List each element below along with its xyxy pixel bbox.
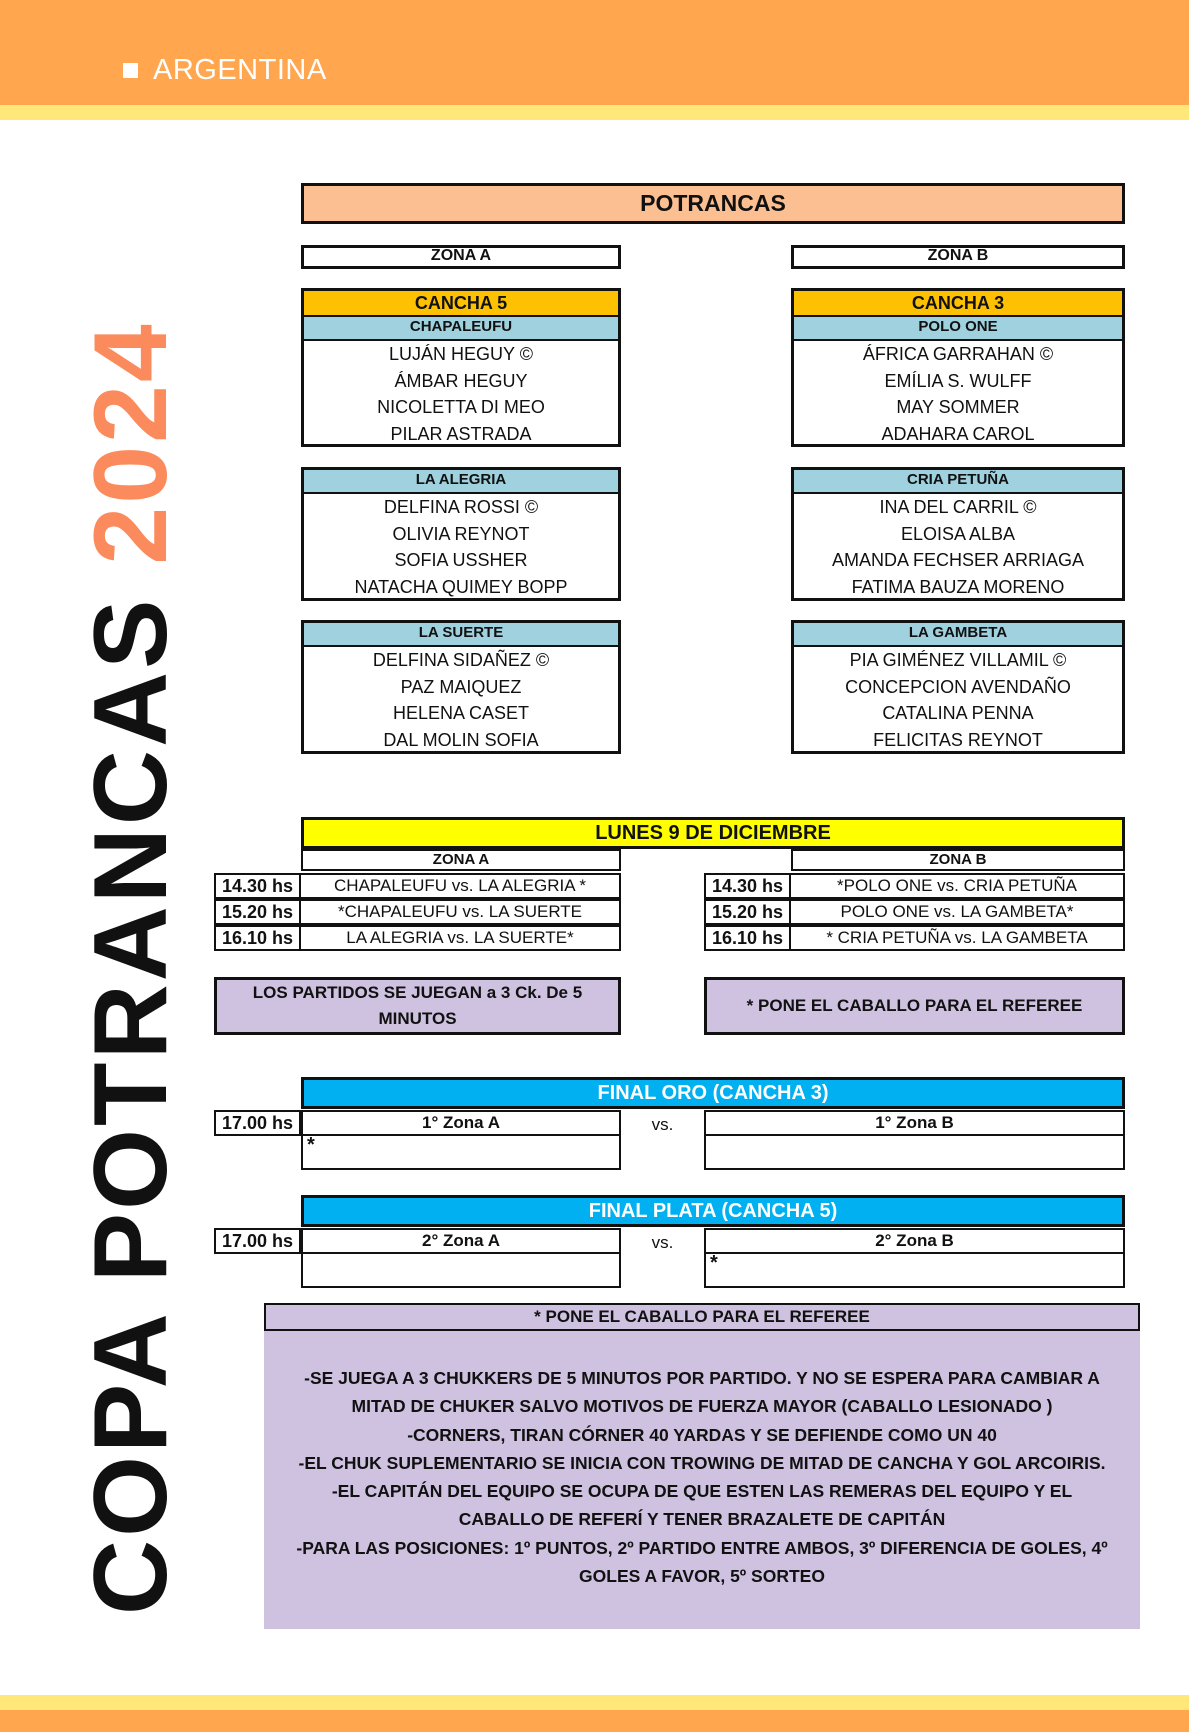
- player-name: FATIMA BAUZA MORENO: [851, 576, 1065, 597]
- player-name: FELICITAS REYNOT: [873, 729, 1043, 750]
- player-name: SOFIA USSHER: [394, 550, 528, 570]
- team-name: POLO ONE: [794, 317, 1122, 341]
- bullet-square-icon: [123, 63, 138, 78]
- player-name: HELENA CASET: [392, 703, 530, 723]
- final-oro-right: 1° Zona B: [704, 1110, 1125, 1136]
- player-name: DELFINA ROSSI ©: [383, 497, 539, 517]
- final-oro-time: 17.00 hs: [214, 1110, 301, 1136]
- player-name: CONCEPCION AVENDAÑO: [845, 676, 1071, 697]
- country-label: ARGENTINA: [153, 54, 327, 86]
- match-fixture: *POLO ONE vs. CRIA PETUÑA: [791, 873, 1125, 899]
- match-fixture: * CRIA PETUÑA vs. LA GAMBETA: [791, 925, 1125, 951]
- footer-band: [0, 1710, 1189, 1732]
- match-time: 15.20 hs: [704, 899, 791, 925]
- team-card-la-suerte: [301, 620, 621, 754]
- final-plata-score-right: [704, 1254, 1125, 1288]
- player-name: CATALINA PENNA: [882, 703, 1034, 723]
- final-oro-score-left: [301, 1136, 621, 1170]
- schedule-date: LUNES 9 DE DICIEMBRE: [301, 817, 1125, 849]
- referee-note: * PONE EL CABALLO PARA EL REFEREE: [704, 977, 1125, 1035]
- player-name: ELOISA ALBA: [900, 523, 1016, 544]
- side-title-main: COPA POTRANCAS: [73, 596, 189, 1615]
- final-oro-title: FINAL ORO (CANCHA 3): [301, 1077, 1125, 1109]
- final-oro-left: 1° Zona A: [301, 1110, 621, 1136]
- player-name: NICOLETTA DI MEO: [377, 397, 545, 417]
- player-name: ÁMBAR HEGUY: [394, 370, 528, 391]
- match-fixture: POLO ONE vs. LA GAMBETA*: [791, 899, 1125, 925]
- team-card-polo-one: [791, 288, 1125, 447]
- final-plata-score-left: [301, 1254, 621, 1288]
- team-card-cria-petuna: [791, 467, 1125, 601]
- team-card-la-alegria: [301, 467, 621, 601]
- final-oro-vs: vs.: [651, 1115, 674, 1134]
- referee-star: *: [307, 1134, 315, 1156]
- team-name: LA ALEGRIA: [304, 470, 618, 494]
- rules-header: * PONE EL CABALLO PARA EL REFEREE: [264, 1303, 1140, 1331]
- match-fixture: LA ALEGRIA vs. LA SUERTE*: [301, 925, 621, 951]
- rule-line: -PARA LAS POSICIONES: 1º PUNTOS, 2º PARTIDO ENTRE AMBOS, 3º DIFERENCIA DE GOLES, 4º GOLES A FAVOR, 5º SORTEO: [296, 1537, 1108, 1587]
- player-name: INA DEL CARRIL ©: [879, 497, 1037, 517]
- player-name: DELFINA SIDAÑEZ ©: [372, 650, 550, 670]
- player-name: ÁFRICA GARRAHAN ©: [862, 344, 1054, 364]
- player-name: MAY SOMMER: [896, 397, 1020, 417]
- player-name: PAZ MAIQUEZ: [400, 676, 522, 697]
- final-plata-left: 2° Zona A: [301, 1228, 621, 1254]
- header-stripe: [0, 105, 1189, 120]
- final-plata-time: 17.00 hs: [214, 1228, 301, 1254]
- final-plata-right: 2° Zona B: [704, 1228, 1125, 1254]
- match-fixture: *CHAPALEUFU vs. LA SUERTE: [301, 899, 621, 925]
- category-title: POTRANCAS: [301, 183, 1125, 224]
- zone-a-label: ZONA A: [301, 245, 621, 269]
- team-name: LA SUERTE: [304, 623, 618, 647]
- team-name: CRIA PETUÑA: [794, 470, 1122, 494]
- schedule-zone-b-label: ZONA B: [791, 849, 1125, 871]
- player-name: EMÍLIA S. WULFF: [884, 370, 1032, 391]
- match-time: 16.10 hs: [214, 925, 301, 951]
- player-name: OLIVIA REYNOT: [392, 523, 530, 544]
- match-time: 16.10 hs: [704, 925, 791, 951]
- team-name: LA GAMBETA: [794, 623, 1122, 647]
- cancha-label: CANCHA 5: [304, 291, 618, 317]
- cancha-label: CANCHA 3: [794, 291, 1122, 317]
- team-name: CHAPALEUFU: [304, 317, 618, 341]
- rule-line: -EL CHUK SUPLEMENTARIO SE INICIA CON TROWING DE MITAD DE CANCHA Y GOL ARCOIRIS.: [298, 1452, 1106, 1473]
- player-name: PIA GIMÉNEZ VILLAMIL ©: [849, 650, 1067, 670]
- player-name: NATACHA QUIMEY BOPP: [354, 576, 568, 597]
- zone-b-label: ZONA B: [791, 245, 1125, 269]
- team-card-la-gambeta: [791, 620, 1125, 754]
- referee-star: *: [710, 1252, 718, 1274]
- player-name: PILAR ASTRADA: [390, 423, 532, 444]
- match-time: 14.30 hs: [214, 873, 301, 899]
- footer-stripe: [0, 1695, 1189, 1710]
- side-title-year: 2024: [73, 321, 189, 565]
- final-plata-vs: vs.: [651, 1233, 674, 1252]
- schedule-zone-a-label: ZONA A: [301, 849, 621, 871]
- team-card-chapaleufu: [301, 288, 621, 447]
- side-title: [73, 275, 189, 1615]
- match-time: 15.20 hs: [214, 899, 301, 925]
- format-note: LOS PARTIDOS SE JUEGAN a 3 Ck. De 5 MINUTOS: [214, 977, 621, 1035]
- match-fixture: CHAPALEUFU vs. LA ALEGRIA *: [301, 873, 621, 899]
- player-name: LUJÁN HEGUY ©: [389, 344, 533, 364]
- rule-line: -SE JUEGA A 3 CHUKKERS DE 5 MINUTOS POR PARTIDO. Y NO SE ESPERA PARA CAMBIAR A MITAD DE CHUKER SALVO MOTIVOS DE FUERZA MAYOR (CABALLO LESIONADO ): [304, 1368, 1100, 1417]
- final-plata-title: FINAL PLATA (CANCHA 5): [301, 1195, 1125, 1227]
- final-oro-score-right: [704, 1136, 1125, 1170]
- player-name: DAL MOLIN SOFIA: [383, 729, 539, 750]
- rule-line: -CORNERS, TIRAN CÓRNER 40 YARDAS Y SE DEFIENDE COMO UN 40: [407, 1424, 997, 1445]
- player-name: AMANDA FECHSER ARRIAGA: [831, 550, 1085, 570]
- player-name: ADAHARA CAROL: [881, 423, 1035, 444]
- rule-line: -EL CAPITÁN DEL EQUIPO SE OCUPA DE QUE ESTEN LAS REMERAS DEL EQUIPO Y EL CABALLO DE REFERÍ Y TENER BRAZALETE DE CAPITÁN: [331, 1481, 1073, 1530]
- rules-panel: [264, 1331, 1140, 1629]
- match-time: 14.30 hs: [704, 873, 791, 899]
